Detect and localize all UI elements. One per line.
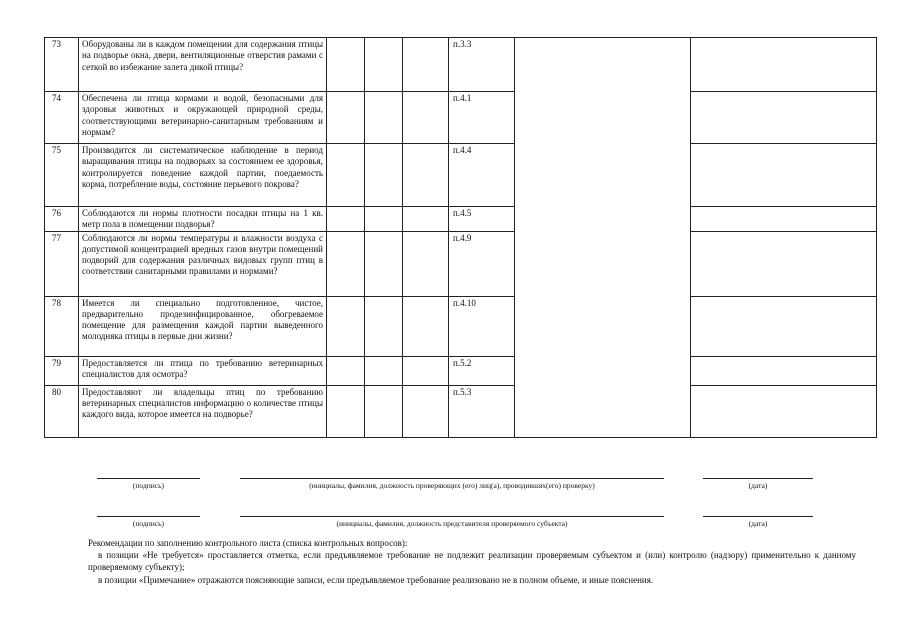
- signature-line: [97, 516, 200, 517]
- signature-caption: (подпись): [132, 481, 165, 490]
- legal-reference: п.5.2: [449, 356, 515, 385]
- answer-yes-cell[interactable]: [327, 296, 365, 356]
- answer-no-cell[interactable]: [365, 207, 403, 232]
- row-number: 77: [45, 231, 79, 296]
- answer-yes-cell[interactable]: [327, 356, 365, 385]
- table-row: [45, 296, 877, 356]
- answer-no-cell[interactable]: [365, 356, 403, 385]
- row-number: 76: [45, 207, 79, 232]
- row-number: 75: [45, 144, 79, 207]
- not-required-cell[interactable]: [403, 356, 449, 385]
- legal-reference: п.5.3: [449, 385, 515, 437]
- table-row: [45, 207, 877, 232]
- not-required-cell[interactable]: [403, 296, 449, 356]
- table-row: [45, 144, 877, 207]
- answer-no-cell[interactable]: [365, 296, 403, 356]
- legal-reference: п.4.1: [449, 92, 515, 144]
- date-caption: (дата): [748, 519, 768, 528]
- legal-reference: п.3.3: [449, 38, 515, 92]
- question-text: Имеется ли специально подготовленное, чистое, предварительно продезинфицированное, обогреваемое помещение для размещения каждой партии выведенного молодняка птицы в первые дни жизни?: [79, 296, 327, 356]
- signature-line: [97, 478, 200, 479]
- legal-reference: п.4.10: [449, 296, 515, 356]
- legal-reference: п.4.9: [449, 231, 515, 296]
- answer-no-cell[interactable]: [365, 38, 403, 92]
- row-number: 74: [45, 92, 79, 144]
- recommendations-title: Рекомендации по заполнению контрольного листа (списка контрольных вопросов):: [88, 538, 408, 548]
- table-row: [45, 38, 877, 92]
- note-cell[interactable]: [691, 144, 877, 207]
- recommendations: [88, 537, 856, 586]
- note-cell[interactable]: [691, 356, 877, 385]
- not-required-cell[interactable]: [403, 385, 449, 437]
- row-number: 73: [45, 38, 79, 92]
- answer-no-cell[interactable]: [365, 144, 403, 207]
- answer-yes-cell[interactable]: [327, 231, 365, 296]
- table-row: [45, 231, 877, 296]
- legal-reference: п.4.4: [449, 144, 515, 207]
- answer-no-cell[interactable]: [365, 92, 403, 144]
- answer-yes-cell[interactable]: [327, 92, 365, 144]
- row-number: 80: [45, 385, 79, 437]
- not-required-cell[interactable]: [403, 38, 449, 92]
- row-number: 78: [45, 296, 79, 356]
- question-text: Обеспечена ли птица кормами и водой, безопасными для здоровья животных и окружающей природной среды, соответствующими ветеринарно-санитарным требованиям и нормам?: [79, 92, 327, 144]
- recommendation-note: в позиции «Примечание» отражаются поясняющие записи, если предъявляемое требование реализовано не в полном объеме, и иные пояснения.: [98, 574, 654, 585]
- question-text: Производится ли систематическое наблюдение в период выращивания птицы на подворьях за состоянием ее здоровья, контролируется поведение каждой партии, поедаемость корма, потребление воды, состояние перьевого покрова?: [79, 144, 327, 207]
- legal-act-cell[interactable]: [515, 38, 691, 438]
- answer-yes-cell[interactable]: [327, 38, 365, 92]
- not-required-cell[interactable]: [403, 207, 449, 232]
- recommendation-not-required: в позиции «Не требуется» проставляется отметка, если предъявляемое требование не подлежит реализации проверяемым субъектом и (или) контролю (надзору) применительно к данному проверяемому субъекту);: [88, 550, 856, 573]
- table-row: [45, 356, 877, 385]
- signature-caption: (подпись): [132, 519, 165, 528]
- question-text: Предоставляют ли владельцы птиц по требованию ветеринарных специалистов информацию о количестве птицы каждого вида, которое имеется на подворье?: [79, 385, 327, 437]
- note-cell[interactable]: [691, 385, 877, 437]
- answer-yes-cell[interactable]: [327, 207, 365, 232]
- subject-representative-caption: (инициалы, фамилия, должность представителя проверяемого субъекта): [336, 519, 568, 528]
- question-text: Соблюдаются ли нормы температуры и влажности воздуха с допустимой концентрацией вредных газов внутри помещений подворий для содержания различных видовых групп птиц в соответствии санитарными правилами и нормами?: [79, 231, 327, 296]
- date-line: [703, 478, 813, 479]
- note-cell[interactable]: [691, 38, 877, 92]
- subject-representative-line: [240, 516, 664, 517]
- row-number: 79: [45, 356, 79, 385]
- not-required-cell[interactable]: [403, 144, 449, 207]
- checklist-table: [44, 37, 877, 438]
- note-cell[interactable]: [691, 92, 877, 144]
- answer-no-cell[interactable]: [365, 231, 403, 296]
- answer-yes-cell[interactable]: [327, 144, 365, 207]
- note-cell[interactable]: [691, 231, 877, 296]
- question-text: Предоставляется ли птица по требованию ветеринарных специалистов для осмотра?: [79, 356, 327, 385]
- note-cell[interactable]: [691, 296, 877, 356]
- question-text: Оборудованы ли в каждом помещении для содержания птицы на подворье окна, двери, вентиляционные отверстия рамами с сеткой во избежание залета дикой птицы?: [79, 38, 327, 92]
- table-row: [45, 92, 877, 144]
- answer-yes-cell[interactable]: [327, 385, 365, 437]
- answer-no-cell[interactable]: [365, 385, 403, 437]
- not-required-cell[interactable]: [403, 92, 449, 144]
- question-text: Соблюдаются ли нормы плотности посадки птицы на 1 кв. метр пола в помещении подворья?: [79, 207, 327, 232]
- note-cell[interactable]: [691, 207, 877, 232]
- date-caption: (дата): [748, 481, 768, 490]
- legal-reference: п.4.5: [449, 207, 515, 232]
- date-line: [703, 516, 813, 517]
- inspector-name-caption: (инициалы, фамилия, должность проверяющих (его) лиц(а), проводившях(его) проверку): [309, 481, 595, 490]
- inspector-name-line: [240, 478, 664, 479]
- table-row: [45, 385, 877, 437]
- not-required-cell[interactable]: [403, 231, 449, 296]
